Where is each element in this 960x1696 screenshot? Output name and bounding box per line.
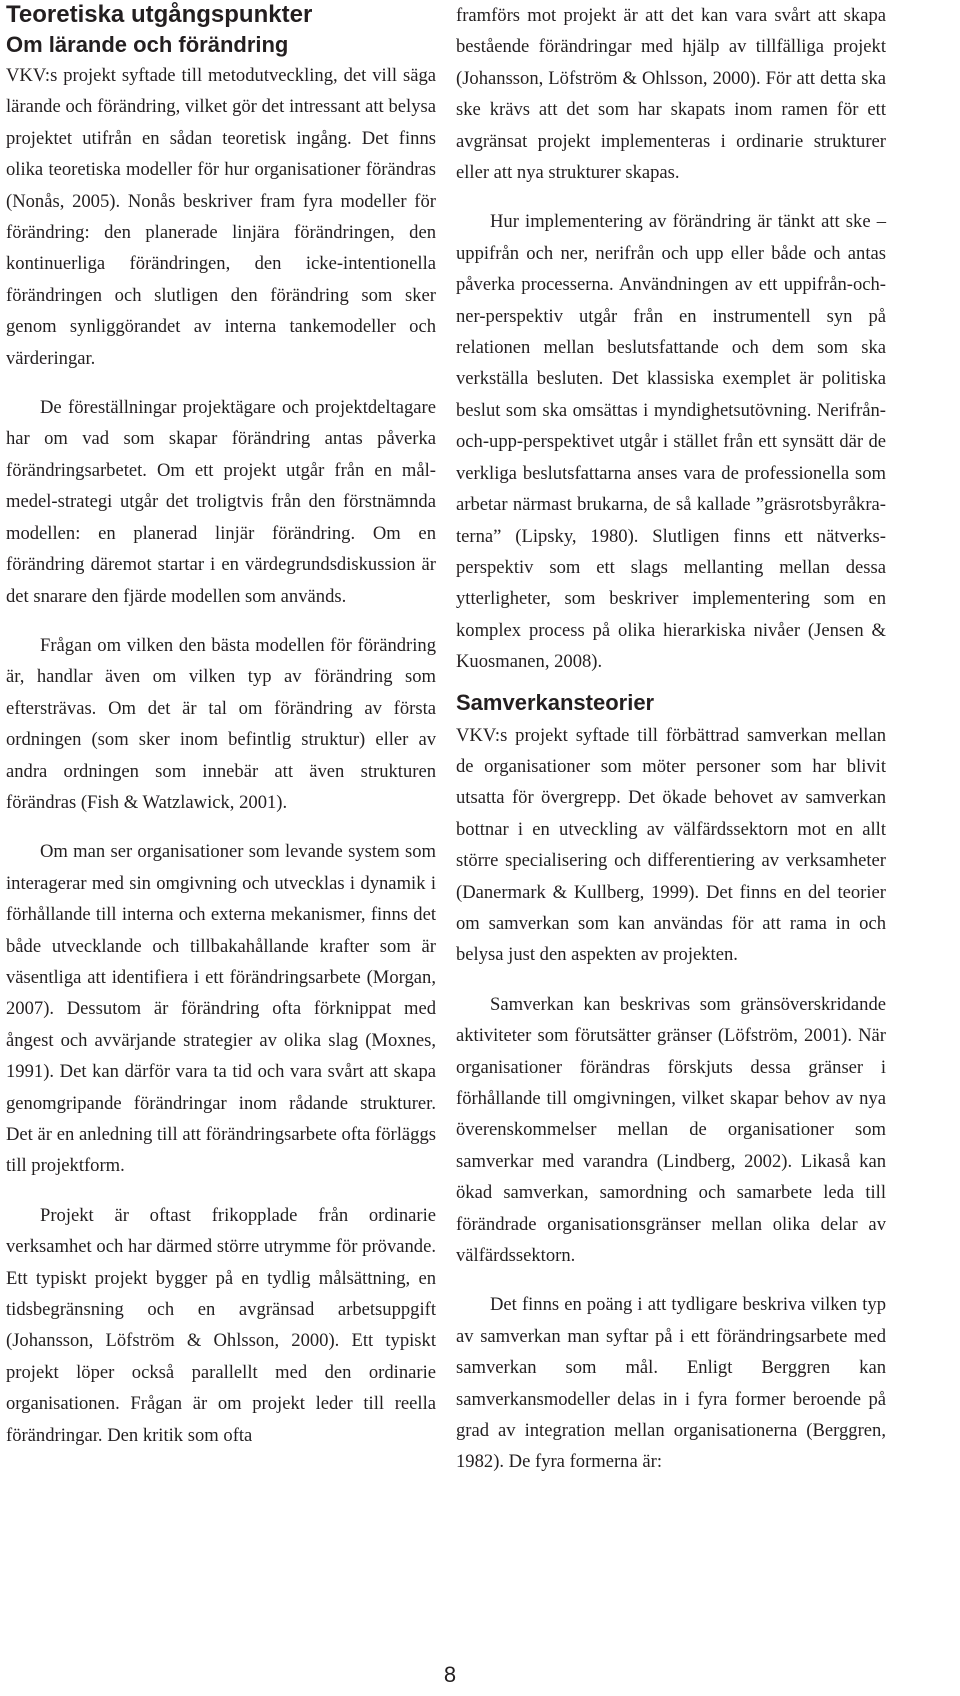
body-paragraph-continued: framförs mot projekt är att det kan vara svårt att skapa bestående förändringar med hjälp av tillfälliga projekt (Johansson, Löfström & Ohlsson, 2000). För att detta ska ske krävs att det som har skapats inom ramen för ett avgränsat projekt implementeras i ordinarie strukturer eller att nya strukturer skapas. [456, 5, 886, 184]
section-heading-learning-change: Om lärande och förändring [6, 32, 289, 57]
body-paragraph: Projekt är oftast frikopplade från ordinarie verksamhet och har därmed större utrymme för prövande. Ett typiskt projekt bygger på en tydlig målsättning, en tidsbegränsning och en avgränsad arbetsuppgift (Johansson, Löfström & Ohlsson, 2000). Ett typiskt projekt löper också parallellt med den ordinarie organisationen. Frågan är om projekt leder till reella förändringar. Den kritik som ofta [6, 1204, 436, 1446]
body-paragraph: VKV:s projekt syftade till metodutveckling, det vill säga lärande och förändring, vilket gör det intressant att belysa projektet utifrån en sådan teoretisk ingång. Det finns olika teoretiska modeller för hur organisationer förändras (Nonås, 2005). Nonås beskriver fram fyra modeller för förändring: den planerade linjära förändringen, den kontinuerliga förändringen, den icke-intentionella förändringen och slutligen den förändring som sker genom synliggörandet av interna tankemodeller och värderingar. [6, 65, 436, 369]
right-column [456, 0, 886, 1478]
chapter-title: Teoretiska utgångspunkter [6, 1, 313, 28]
left-column [6, 0, 436, 1451]
page-number: 8 [443, 1662, 457, 1687]
body-paragraph: Hur implementering av förändring är tänkt att ske – uppifrån och ner, nerifrån och upp eller både och antas påverka processerna. Användningen av ett uppifrån-och-ner-perspektiv utgår från en instrumentell syn på relationen mellan beslutsfattande och dem som ska verkställa besluten. Det klassiska exemplet är politiska beslut som ska omsättas i myndighetsutövning. Nerifrån-och-upp-perspektivet utgår i stället från ett synsätt där de verkliga beslutsfattarna anses vara de professionella som arbetar närmast brukarna, de så kallade ”gräsrotsbyråkraterna” (Lipsky, 1980). Slutligen finns ett nätverksperspektiv som ett slags mellanting mellan dessa ytterligheter, som beskriver implementering som en komplex process på olika hierarkiska nivåer (Jensen & Kuosmanen, 2008). [456, 211, 886, 673]
body-paragraph: Frågan om vilken den bästa modellen för förändring är, handlar även om vilken typ av förändring som eftersträvas. Om det är tal om förändring av första ordningen (som sker inom befintlig struktur) eller av andra ordningen som innebär att även strukturen förändras (Fish & Watzlawick, 2001). [6, 634, 436, 813]
body-paragraph: De föreställningar projektägare och projektdeltagare har om vad som skapar förändring antas påverka förändringsarbetet. Om ett projekt utgår från en mål-medel-strategi utgår det troligtvis från den förstnämnda modellen: en planerad linjär förändring. Om en förändring däremot startar i en värdegrundsdiskussion är det snarare den fjärde modellen som används. [6, 397, 436, 607]
body-paragraph: Det finns en poäng i att tydligare beskriva vilken typ av samverkan man syftar på i ett förändringsarbete med samverkan som mål. Enligt Berggren kan samverkansmodeller delas in i fyra former beroende på grad av integration mellan organisationerna (Berggren, 1982). De fyra formerna är: [456, 1294, 886, 1473]
body-paragraph: Om man ser organisationer som levande system som interagerar med sin omgivning och utvecklas i dynamik i förhållande till interna och externa mekanismer, finns det både utvecklande och tillbakahållande krafter som är väsentliga att identifiera i ett förändringsarbete (Morgan, 2007). Dessutom är förändring ofta förknippat med ångest och avvärjande strategier av olika slag (Moxnes, 1991). Det kan därför vara ta tid och vara svårt att skapa genomgripande förändringar inom rådande strukturer. Det är en anledning till att förändringsarbete ofta förläggs till projektform. [6, 841, 436, 1177]
body-paragraph: VKV:s projekt syftade till förbättrad samverkan mellan de organisationer som möter personer som har blivit utsatta för övergrepp. Det ökade behovet av samverkan bottnar i en utveckling av välfärdssektorn mot en allt större specialisering och differentiering av verksamheter (Danermark & Kullberg, 1999). Det finns en del teorier om samverkan som kan användas för att rama in och belysa just den aspekten av projekten. [456, 724, 886, 966]
section-heading-collaboration-theories: Samverkansteorier [456, 689, 655, 715]
body-paragraph: Samverkan kan beskrivas som gränsöverskridande aktiviteter som förutsätter gränser (Löfström, 2001). När organisationer förändras förskjuts dessa gränser i förhållande till omgivningen, vilket skapar behov av nya överenskommelser mellan de organisationer som samverkar med varandra (Lindberg, 2002). Likaså kan ökad samverkan, samordning och samarbete leda till förändrade organisationsgränser mellan olika delar av välfärdssektorn. [456, 993, 886, 1267]
